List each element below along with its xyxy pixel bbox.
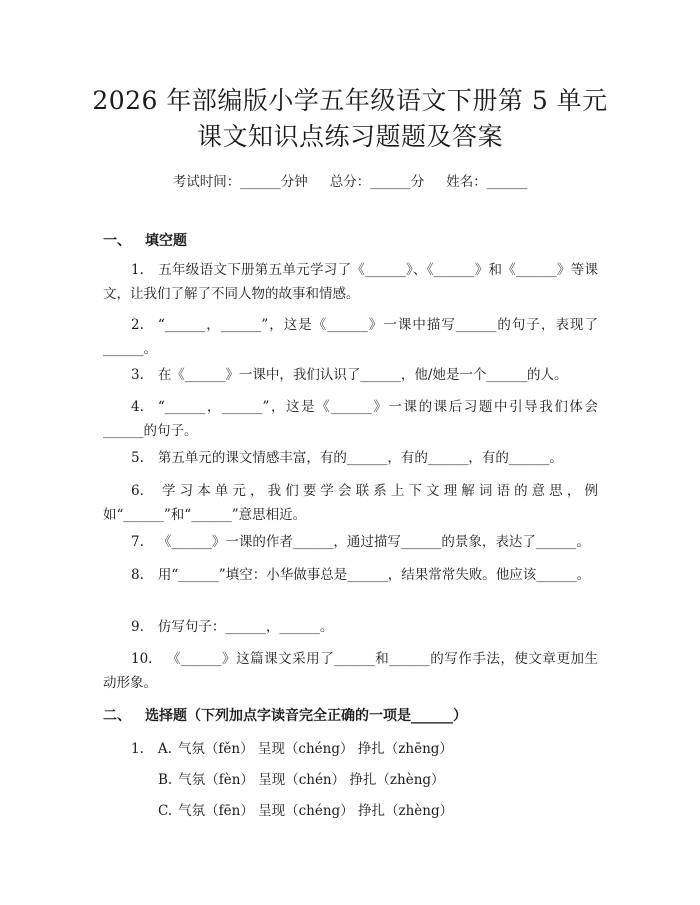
question-number: 3. [131,367,144,383]
question-number: 2. [131,317,144,333]
question-text: 《______》这篇课文采用了______和______的写作手法，使文章更加生动形象。 [103,651,598,691]
question-item [103,647,598,695]
exam-score: 总分：______分 [329,174,425,190]
question-text: “______，______”，这是《______》一课中描写______的句子，表现了______。 [103,317,598,357]
question-item [103,446,598,470]
question-text: 仿写句子：______，______。 [157,619,334,635]
option-label: A. [157,741,172,757]
question-number: 9. [131,619,144,635]
document-title-line2: 课文知识点练习题题及答案 [196,122,503,151]
exam-time: 考试时间：______分钟 [172,174,308,190]
student-name: 姓名：______ [446,174,528,190]
option-text: 气氛（fěn） 呈现（chéng） 挣扎（zhēng） [177,741,453,757]
exam-meta [0,170,700,190]
question-item [103,313,598,361]
question-item [103,479,598,527]
section-number: 一、 [103,233,131,249]
question-text: 五年级语文下册第五单元学习了《______》、《______》和《______》等课文，让我们了解了不同人物的故事和情感。 [103,262,598,302]
question-text: 用“______”填空：小华做事总是______，结果常常失败。他应该______。 [157,567,591,583]
section-number: 二、 [103,708,131,724]
question-item [103,530,598,554]
question-number: 1. [131,262,144,278]
option-text: 气氛（fèn） 呈现（chén） 挣扎（zhèng） [178,772,445,788]
option-text: 气氛（fēn） 呈现（chéng） 挣扎（zhèng） [178,803,454,819]
choice-option-b [158,768,445,788]
question-item [103,395,598,443]
question-text: “______，______”，这是《______》一课的课后习题中引导我们体会______的句子。 [103,399,598,439]
question-item [103,363,598,387]
question-number: 5. [131,450,144,466]
question-number: 7. [131,534,144,550]
question-number: 4. [131,399,144,415]
question-number: 8. [131,567,144,583]
question-text: 第五单元的课文情感丰富，有的______，有的______，有的______。 [157,450,563,466]
question-text: 学习本单元，我们要学会联系上下文理解词语的意思，例如“______”和“______”意思相近。 [103,483,598,523]
question-number: 6. [131,483,144,499]
section-title: 选择题（下列加点字读音完全正确的一项是______） [145,708,467,724]
question-text: 《______》一课的作者______，通过描写______的景象，表达了______。 [157,534,590,550]
section-title: 填空题 [145,233,187,249]
section-heading-fill-blank [103,230,187,250]
question-item [103,563,598,587]
question-number: 10. [131,651,153,667]
question-number: 1. [131,741,144,757]
question-item [103,615,598,639]
option-label: C. [158,803,173,819]
choice-option-c [158,799,453,819]
choice-option-a [131,737,453,757]
section-heading-choice [103,705,467,725]
option-label: B. [158,772,173,788]
question-text: 在《______》一课中，我们认识了______，他/她是一个______的人。 [157,367,568,383]
document-title-line1: 2026 年部编版小学五年级语文下册第 5 单元 [92,86,608,115]
question-item [103,258,598,306]
